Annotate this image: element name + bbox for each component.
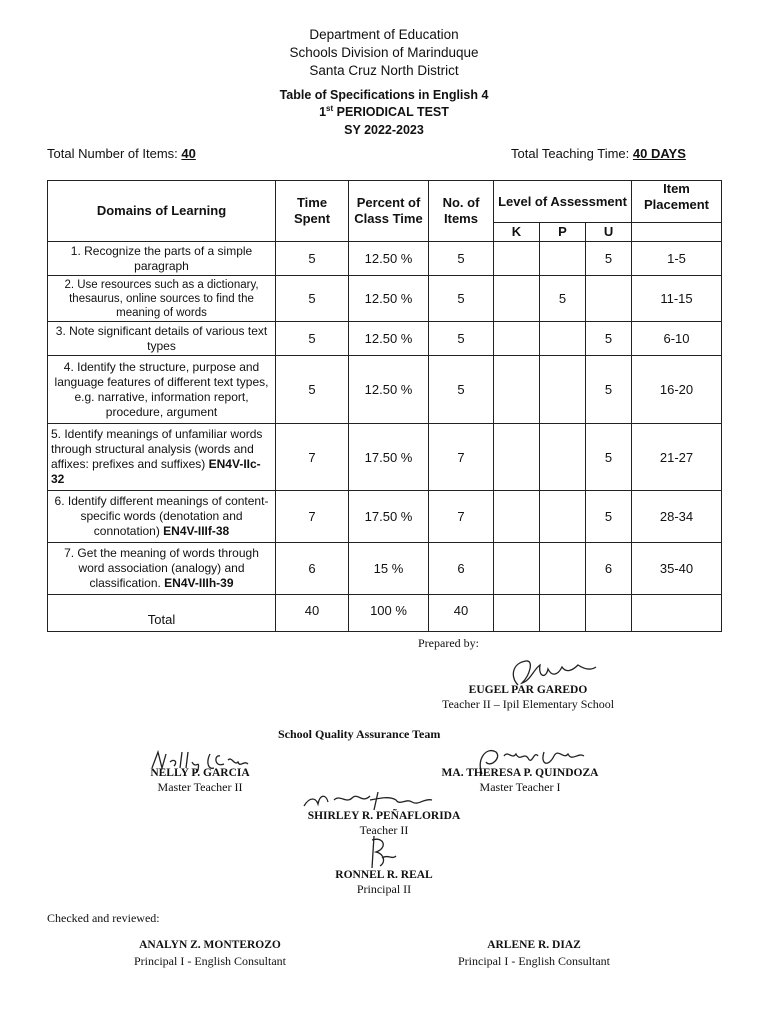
k-cell [494,356,540,424]
percent-cell: 12.50 % [349,356,429,424]
reviewer2-role: Principal I - English Consultant [458,954,610,968]
p-cell: 5 [540,276,586,322]
table-row [48,322,722,356]
placement-cell: 6-10 [632,322,722,356]
test-name: 1st PERIODICAL TEST [319,103,449,119]
u-cell: 5 [586,424,632,491]
k-cell [494,424,540,491]
u-cell: 6 [586,543,632,595]
competency-code: EN4V-IIIh-39 [164,576,234,590]
member4-name: RONNEL R. REAL [335,869,433,881]
time-cell: 5 [276,356,349,424]
table-row [48,424,722,491]
placement-cell: 16-20 [632,356,722,424]
total-u [586,595,632,632]
time-cell: 5 [276,242,349,276]
time-cell: 6 [276,543,349,595]
member3-role: Teacher II [359,823,409,837]
items-cell: 5 [429,242,494,276]
domain-cell [48,242,276,276]
reviewer1-role: Principal I - English Consultant [134,954,286,968]
percent-cell: 12.50 % [349,322,429,356]
table-row [48,356,722,424]
school-year: SY 2022-2023 [344,123,424,137]
p-cell [540,356,586,424]
district-name: Santa Cruz North District [309,63,459,78]
domain-text: 3. Note significant details of various text types [55,323,268,353]
items-cell: 5 [429,322,494,356]
total-time: 40 [276,595,349,632]
domain-cell [48,491,276,543]
percent-cell: 12.50 % [349,242,429,276]
specifications-table [47,180,722,632]
k-cell [494,491,540,543]
total-row [48,595,722,632]
domain-text: 7. Get the meaning of words through word association (analogy) and classification. [64,546,259,590]
items-cell: 7 [429,491,494,543]
u-cell: 5 [586,322,632,356]
k-cell [494,242,540,276]
domain-text: 2. Use resources such as a dictionary, thesaurus, online sources to find the meaning of words [64,278,259,319]
division-name: Schools Division of Marinduque [289,45,479,60]
department-name: Department of Education [309,27,459,42]
items-cell: 6 [429,543,494,595]
table-row [48,242,722,276]
placement-cell: 21-27 [632,424,722,491]
competency-code: EN4V-IIIf-38 [163,524,230,538]
domain-cell [48,276,276,322]
header-u: U [586,223,632,242]
sqat-label: School Quality Assurance Team [278,727,441,741]
total-percent: 100 % [349,595,429,632]
total-items-cell: 40 [429,595,494,632]
p-cell [540,424,586,491]
member4-role: Principal II [356,882,412,896]
percent-cell: 17.50 % [349,424,429,491]
u-cell: 5 [586,491,632,543]
member2-name: MA. THERESA P. QUINDOZA [441,767,599,779]
checked-reviewed-label: Checked and reviewed: [47,911,160,925]
p-cell [540,543,586,595]
header-placement: Item Placement [632,181,722,223]
placement-cell: 11-15 [632,276,722,322]
placement-cell: 28-34 [632,491,722,543]
time-cell: 7 [276,424,349,491]
total-k [494,595,540,632]
domain-cell [48,543,276,595]
domain-cell [48,322,276,356]
items-cell: 5 [429,276,494,322]
header-placement-blank [632,223,722,242]
header-percent: Percent of Class Time [349,181,429,242]
p-cell [540,491,586,543]
total-items: Total Number of Items: 40 [47,146,196,161]
competency-code: EN4V-IIc-32 [51,457,261,486]
placement-cell: 1-5 [632,242,722,276]
percent-cell: 12.50 % [349,276,429,322]
domain-text: 6. Identify different meanings of content-specific words (denotation and connotation) [54,494,269,538]
k-cell [494,322,540,356]
domain-text: 1. Recognize the parts of a simple paragraph [70,243,253,273]
items-cell: 7 [429,424,494,491]
total-p [540,595,586,632]
domain-text: 4. Identify the structure, purpose and language features of different text types, e.g. narrative, information report, procedure, argument [54,359,269,419]
document-title: Table of Specifications in English 4 [279,88,489,102]
k-cell [494,543,540,595]
member2-role: Master Teacher I [479,780,561,794]
domain-cell [48,424,276,491]
header-items: No. of Items [429,181,494,242]
member1-role: Master Teacher II [157,780,243,794]
total-label: Total [48,595,276,632]
placement-cell: 35-40 [632,543,722,595]
member3-name: SHIRLEY R. PEÑAFLORIDA [307,810,461,822]
header-k: K [494,223,540,242]
p-cell [540,322,586,356]
percent-cell: 17.50 % [349,491,429,543]
table-row [48,491,722,543]
domain-text: 5. Identify meanings of unfamiliar words through structural analysis (words and affixes: prefixes and suffixes) [51,427,263,471]
header-level: Level of Assessment [494,181,632,223]
p-cell [540,242,586,276]
k-cell [494,276,540,322]
member4-signature [360,832,400,872]
u-cell [586,276,632,322]
total-teaching-time: Total Teaching Time: 40 DAYS [511,146,686,161]
header-domains: Domains of Learning [48,181,276,242]
reviewer1-name: ANALYN Z. MONTEROZO [139,939,281,951]
preparer-name: EUGEL PAR GAREDO [468,684,588,696]
table-row [48,276,722,322]
time-cell: 5 [276,276,349,322]
header-p: P [540,223,586,242]
total-placement [632,595,722,632]
header-time-spent: Time Spent [276,181,349,242]
member1-name: NELLY P. GARCIA [150,767,250,779]
time-cell: 5 [276,322,349,356]
u-cell: 5 [586,242,632,276]
domain-cell [48,356,276,424]
reviewer2-name: ARLENE R. DIAZ [487,939,581,951]
prepared-by-label: Prepared by: [418,636,479,650]
table-row [48,543,722,595]
time-cell: 7 [276,491,349,543]
u-cell: 5 [586,356,632,424]
preparer-role: Teacher II – Ipil Elementary School [441,697,615,711]
items-cell: 5 [429,356,494,424]
percent-cell: 15 % [349,543,429,595]
